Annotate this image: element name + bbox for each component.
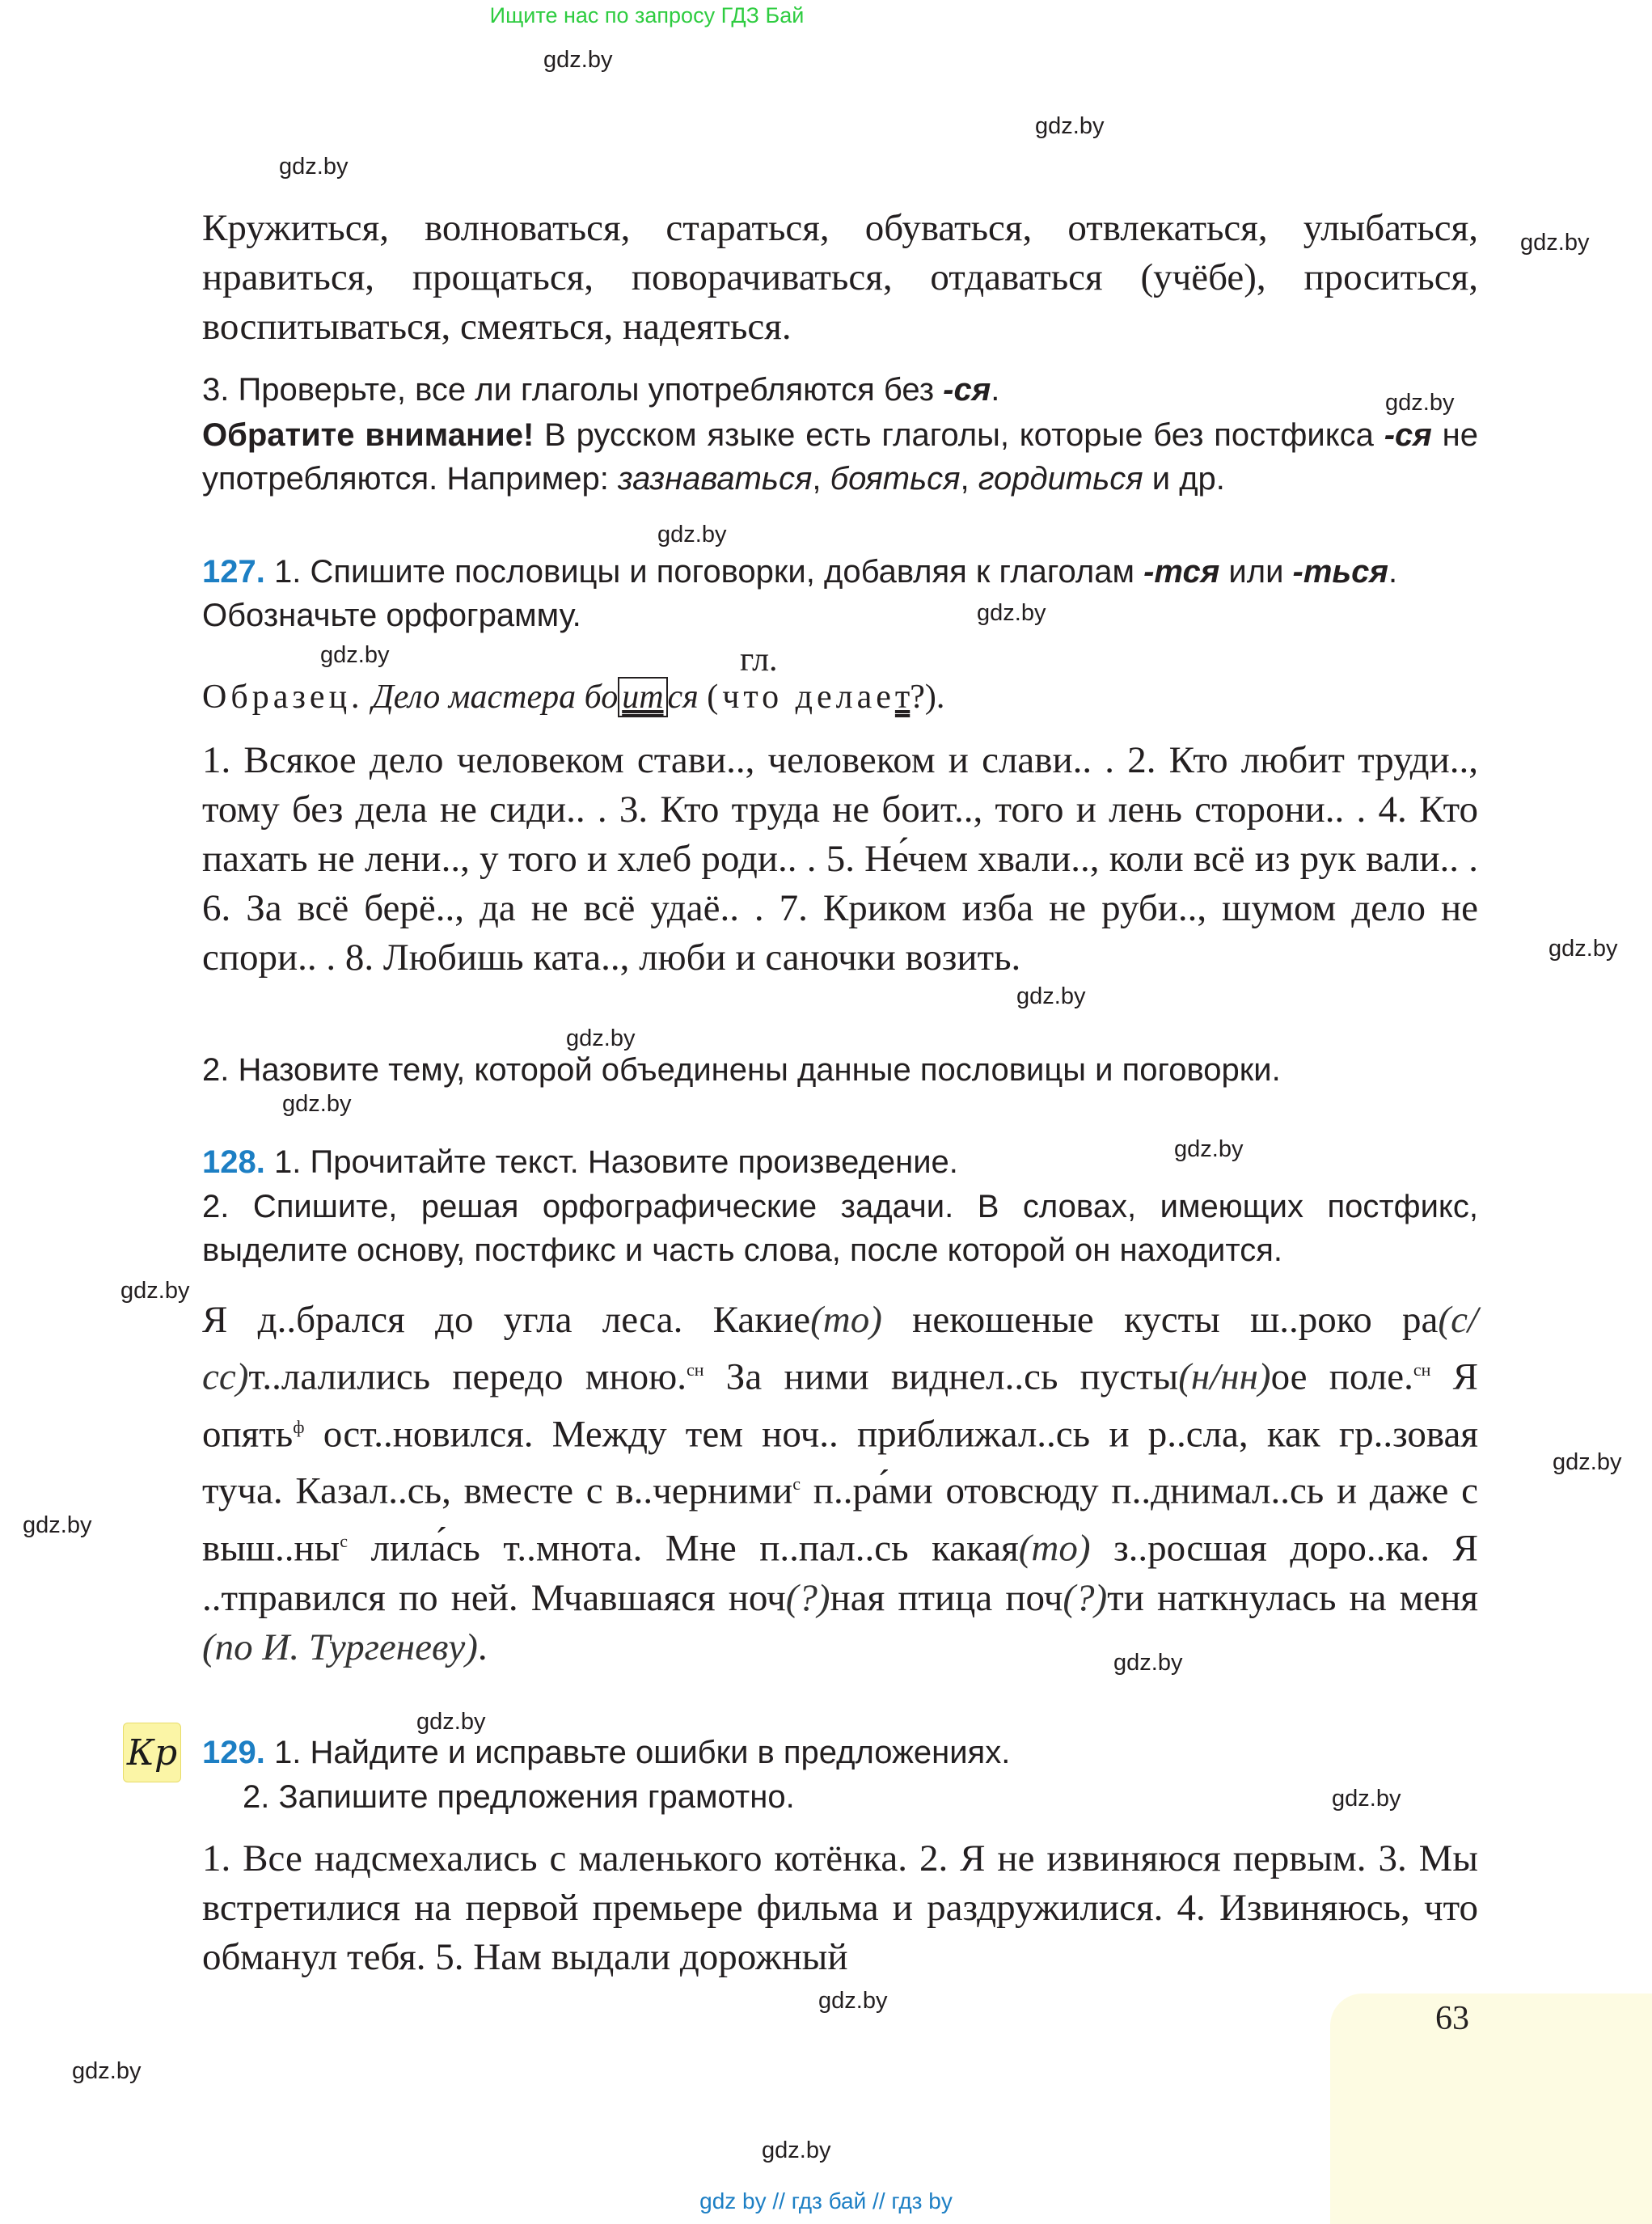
watermark: gdz.by (566, 1025, 636, 1051)
watermark: gdz.by (818, 1988, 888, 2014)
watermark: gdz.by (23, 1512, 92, 1538)
exercise-128-task-2: 2. Спишите, решая орфографические задачи. В словах, имеющих постфикс, выделите основу, постфикс и часть слова, после которой он находится. (202, 1189, 1478, 1268)
watermark: gdz.by (977, 600, 1046, 626)
sample-boxed-ending: ит (618, 677, 667, 717)
watermark: gdz.by (279, 154, 349, 180)
watermark: gdz.by (657, 522, 727, 548)
watermark: gdz.by (1174, 1136, 1244, 1162)
watermark: gdz.by (72, 2058, 142, 2084)
watermark: gdz.by (1035, 113, 1105, 139)
exercise-number: 127. (202, 554, 265, 590)
task-3: 3. Проверьте, все ли глаголы употребляются без -ся. (202, 372, 1000, 408)
proverbs-text: 1. Всякое дело человеком стави.., человеком и слави.. . 2. Кто любит труди.., тому без дела не сиди.. . 3. Кто труда не боит.., того и лень сторони.. . 4. Кто пахать не лени.., у того и хлеб роди.. . 5. Не́чем хвали.., коли всё из рук вали.. . 6. За всё берё.., да не всё удаё.. . 7. Криком изба не руби.., шумом дело не спори.. . 8. Любишь ката.., люби и саночки возить. (202, 739, 1478, 979)
watermark: gdz.by (1016, 983, 1086, 1009)
watermark: gdz.by (762, 2137, 831, 2163)
watermark: gdz.by (320, 642, 390, 668)
watermark: gdz.by (1548, 936, 1618, 962)
attention-label: Обратите внимание! (202, 417, 534, 453)
watermark: gdz.by (543, 47, 613, 73)
watermark: gdz.by (1385, 390, 1455, 416)
control-task-badge: Кр (123, 1723, 181, 1782)
exercise-number: 128. (202, 1144, 265, 1180)
exercise-127-task: 127. 1. Спишите пословицы и поговорки, добавляя к глаголам -тся или -ться. Обозначьте орфограмму. (202, 554, 1398, 633)
verbs-text: Кружиться, волноваться, стараться, обуваться, отвлекаться, улыбаться, нравиться, прощаться, поворачиваться, отдаваться (учёбе), проситься, воспитываться, смеяться, надеяться. (202, 207, 1478, 348)
top-banner[interactable]: Ищите нас по запросу ГДЗ Бай (489, 3, 805, 27)
watermark: gdz.by (416, 1709, 486, 1735)
watermark: gdz.by (120, 1278, 190, 1304)
sample-grammar-mark: гл. (740, 641, 778, 679)
turgenev-text: Я д..брался до угла леса. Какие(то) некошеные кусты ш..роко ра(с/сс)т..лалились передо мною.$^{сн}$ За ними виднел..сь пусты(н/нн)ое поле.$^{сн}$ Я опять$^ф$ ост..новился. Между тем ноч.. приближал..сь и р..сла, как гр..зовая туча. Казал..сь, вместе с в..черними$^с$ п..ра́ми отовсюду п..днимал..сь и даже с $выш..ны^с$ лила́сь т..мнота. Мне п..пал..сь какая(то) з..росшая доро..ка. Я ..тправился по ней. Мчавшаяся ноч(?)ная птица поч(?)ти наткнулась на меня (по И. Тургеневу). (202, 1299, 1478, 1668)
sample-suffix: ся (667, 679, 699, 716)
exercise-129-task-2: 2. Запишите предложения грамотно. (243, 1779, 795, 1815)
exercise-127-task-2: 2. Назовите тему, которой объединены данные пословицы и поговорки. (202, 1052, 1281, 1088)
sample-line: Образец. Дело мастера бо ит ся (что делает?). (202, 679, 945, 716)
watermark: gdz.by (1553, 1449, 1622, 1475)
attention-note: Обратите внимание! В русском языке есть глаголы, которые без постфикса -ся не употребляются. Например: зазнаваться, бояться, гордиться и др. (202, 417, 1479, 497)
exercise-128-task-1: 128. 1. Прочитайте текст. Назовите произведение. (202, 1144, 958, 1180)
watermark: gdz.by (1113, 1650, 1183, 1676)
exercise-129-task-1: 129. 1. Найдите и исправьте ошибки в предложениях. (202, 1735, 1011, 1770)
page-number: 63 (1435, 2000, 1469, 2037)
exercise-number: 129. (202, 1735, 265, 1770)
watermark: gdz.by (282, 1091, 352, 1117)
errors-text: 1. Все надсмехались с маленького котёнка. 2. Я не извиняюся первым. 3. Мы встретилися на первой премьере фильма и раздружилися. 4. Извиняюсь, что обманул тебя. 5. Нам выдали дорожный (202, 1837, 1478, 1978)
watermark: gdz.by (1520, 230, 1590, 256)
watermark: gdz.by (1332, 1786, 1401, 1812)
footer-links[interactable]: gdz by // гдз бай // гдз by (699, 2188, 953, 2213)
